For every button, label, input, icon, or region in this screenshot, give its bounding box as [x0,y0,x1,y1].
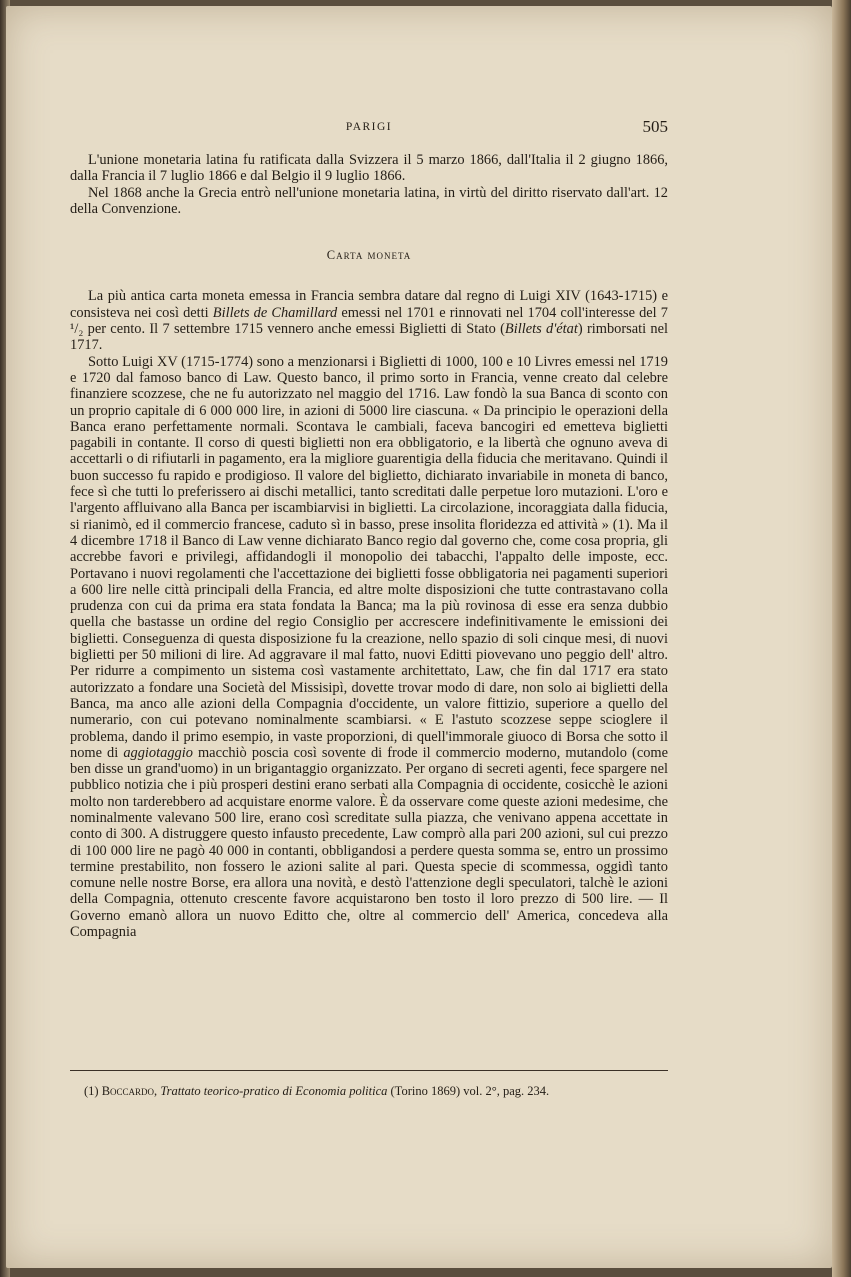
footnote [84,1084,674,1099]
text-run: emessi nel 1701 e rinnovati nel 1704 coll'interesse del 7 ¹/₂ per cento. Il 7 settembre 1715 vennero anche emessi Biglietti di Stato ( [70,304,668,338]
paragraph-grecia: Nel 1868 anche la Grecia entrò nell'unione monetaria latina, in virtù del diritto riservato dall'art. 12 della Convenzione. [70,184,668,217]
page-number: 505 [642,117,668,136]
paragraph-carta-moneta [70,288,668,353]
footnote-rule [70,1070,668,1071]
italic-term: Billets de Chamillard [212,304,338,321]
text-run: macchiò poscia così sovente di frode il commercio moderno, mutandolo (come ben disse un grand'uomo) in un brigantaggio organizzato. Per organo di secreti agenti, fece spargere nel pubblico notizia che i più prosperi destini erano serbati alla Compagnia di occidente, cosicchè le azioni molto non tarderebbero ad acquistare enorme valore. È da osservare come queste azioni medesime, che nominalmente valevano 500 lire, erano così screditate sulla piazza, che venivano appena accettate in conto di 300. A distruggere questo infausto precedente, Law comprò alla pari 200 azioni, sul cui prezzo di 100 000 lire ne pagò 40 000 in contanti, obbligandosi a perdere questa somma se, entro un prossimo termine prestabilito, non fossero le azioni salite al pari. Questa specie di scommessa, oggidì tanto comune nelle nostre Borse, era allora una novità, e destò l'attenzione degli speculatori, talchè le azioni della Compagnia, ottenuto crescente favore acquistarono ben tosto il loro prezzo di 500 lire. — Il Governo emanò allora un nuovo Editto che, oltre al commercio dell' America, concedeva alla Compagnia [70,744,668,941]
footnote-title: Trattato teorico-pratico di Economia politica [160,1084,388,1098]
section-title [70,247,668,263]
body-text [70,152,668,940]
footnote-marker: (1) [84,1084,99,1098]
text-run: La più antica carta moneta emessa in Francia sembra datare dal regno di Luigi XIV (1643-1715) e consisteva nei così detti [70,288,668,321]
paragraph-luigi-xv [70,354,668,941]
running-title: PARIGI [345,121,393,133]
running-head [70,117,668,141]
footnote-rest: (Torino 1869) vol. 2°, pag. 234. [387,1084,550,1098]
section-title-text: Carta moneta [326,248,412,263]
text-run: Sotto Luigi XV (1715-1774) sono a menzionarsi i Biglietti di 1000, 100 e 10 Livres emessi nel 1719 e 1720 dal famoso banco di Law. Questo banco, il primo sorto in Francia, venne creato dal celebre finanziere scozzese, che ne fu autorizzato nel maggio del 1716. Law fondò la sua Banca di sconto con un proprio capitale di 6 000 000 lire, in azioni di 5000 lire ciascuna. « Da principio le operazioni della Banca erano perfettamente normali. Scontava le cambiali, faceva bancogiri ed emetteva biglietti pagabili in contante. Il corso di questi biglietti non era obbligatorio, e la libertà che ognuno aveva di accettarli o di rifiutarli in pagamento, era la migliore guarentigia della fiducia che meritavano. Quindi il buon successo fu rapido e prodigioso. Il valore del biglietto, dichiarato invariabile in moneta di banco, fece sì che tutti lo preferissero ai dischi metallici, tanto screditati dalle perpetue loro mutazioni. L'oro e l'argento affluivano alla Banca per iscambiarvisi in biglietti. La circolazione, incoraggiata dalla fiducia, si rianimò, ed il commercio francese, caduto sì in basso, prese insolita floridezza ed attività » (1). Ma il 4 dicembre 1718 il Banco di Law venne dichiarato Banco regio dal governo che, come cosa propria, gli accrebbe favori e privilegi, affidandogli il monopolio dei tabacchi, l'appalto delle imposte, ecc. Portavano i nuovi regolamenti che l'accettazione dei biglietti fosse obbligatoria nei pagamenti superiori a 600 lire nelle città principali della Francia, ed altre molte disposizioni che tutte contrastavano colla prudenza con cui da prima era stata fondata la Banca; ma la più rovinosa di esse era senza dubbio quella che bastasse un ordine del regio Consiglio per accrescere indefinitivamente le emissioni dei biglietti. Conseguenza di questa disposizione fu la creazione, nello spazio di soli cinque mesi, di nuovi biglietti per 50 milioni di lire. Ad aggravare il mal fatto, nuovi Editti piovevano uno peggio dell' altro. Per ridurre a compimento un sistema così vastamente architettato, Law, che fin dal 1717 era stato autorizzato a fondare una Società del Missisipì, dovette trovar modo di dare, non solo ai biglietti della Banca, ma anco alle azioni della Compagnia d'occidente, un valore fittizio, superiore a quello del numerario, con cui potevano nominalmente scambiarsi. « E l'astuto scozzese seppe scioglere il problema, dando il primo esempio, in vaste proporzioni, di quell'immorale giuoco di Borsa che sotto il nome di [70,353,668,761]
italic-term: aggiotaggio [123,744,193,761]
paragraph-unione-monetaria: L'unione monetaria latina fu ratificata dalla Svizzera il 5 marzo 1866, dall'Italia il 2 giugno 1866, dalla Francia il 7 luglio 1866 e dal Belgio il 9 luglio 1866. [70,152,668,185]
book-gutter [832,0,851,1277]
footnote-author: Boccardo, [101,1084,158,1098]
italic-term: Billets d'état [504,321,578,338]
text-run: ) rimborsati nel 1717. [70,321,668,354]
